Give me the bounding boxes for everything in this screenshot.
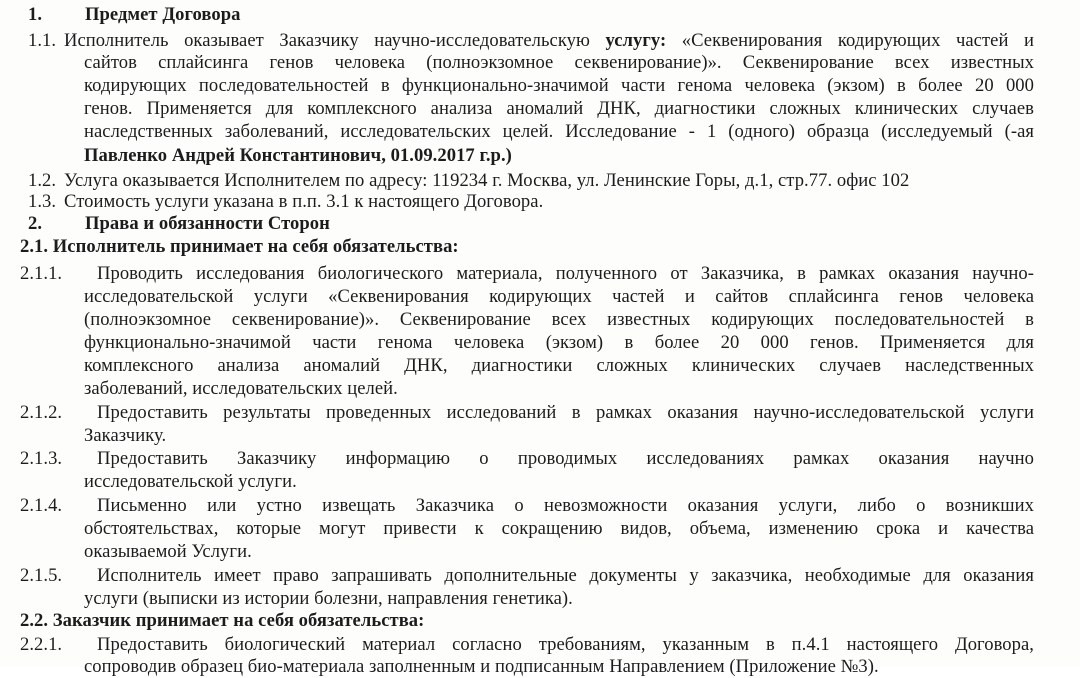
section-1-title: Предмет Договора (85, 4, 241, 25)
clause-2-1-1-line-1: Проводить исследования биологического материала, полученного от Заказчика, в рамках оказания научно- (97, 263, 1034, 284)
patient-name: Павленко Андрей Константинович, 01.09.2017 г.р.) (84, 145, 512, 166)
clause-2-1-1-line-6: заболеваний, исследовательских целей. (84, 378, 398, 399)
clause-2-1-1-line-3: (полноэкзомное секвенирование)». Секвенирование всех известных кодирующих последовательностей в (84, 309, 1034, 330)
clause-2-1-3-line-2: исследовательской услуги. (84, 471, 297, 492)
clause-1-1-line-4: генов. Применяется для комплексного анализа аномалий ДНК, диагностики сложных клинических случаев (84, 98, 1034, 119)
clause-2-1-1-line-4: функционально-значимой части генома человека (экзом) в более 20 000 генов. Применяется для (84, 332, 1034, 353)
clause-2-1-5-number: 2.1.5. (20, 565, 63, 586)
clause-1-1-text-c: «Секвенирования кодирующих частей и (681, 30, 1034, 51)
clause-2-1-3-number: 2.1.3. (20, 448, 63, 469)
clause-2-1-4-line-2: обстоятельствах, которые могут привести к сокращению видов, объема, изменению срока и качества (84, 518, 1034, 539)
clause-1-1-line-2: сайтов сплайсинга генов человека (полноэкзомное секвенирование)». Секвенирование всех известных (84, 52, 1034, 73)
clause-1-3-number: 1.3. (28, 191, 57, 212)
clause-2-1-2-line-1: Предоставить результаты проведенных исследований в рамках оказания научно-исследовательской услуги (97, 402, 1034, 423)
section-1-number: 1. (28, 4, 43, 25)
clause-1-1-line-5: наследственных заболеваний, исследовательских целей. Исследование - 1 (одного) образца (исследуемый (-ая (84, 121, 1034, 142)
clause-2-1-2-line-2: Заказчику. (84, 425, 167, 446)
subsection-2-1-title: 2.1. Исполнитель принимает на себя обязательства: (20, 236, 459, 257)
clause-1-2-text: Услуга оказывается Исполнителем по адресу: 119234 г. Москва, ул. Ленинские Горы, д.1, стр.77. офис 102 (64, 170, 910, 191)
clause-2-2-1-line-1: Предоставить биологический материал согласно требованиям, указанным в п.4.1 настоящего Договора, (97, 634, 1034, 655)
clause-1-1-number: 1.1. (28, 30, 57, 51)
clause-2-1-1-line-5: комплексного анализа аномалий ДНК, диагностики сложных клинических случаев наследственных (84, 355, 1034, 376)
section-2-title: Права и обязанности Сторон (85, 213, 330, 234)
clause-1-1-line-1 (64, 30, 1034, 52)
clause-2-1-2-number: 2.1.2. (20, 402, 63, 423)
clause-2-1-4-line-3: оказываемой Услуги. (84, 541, 252, 562)
subsection-2-2-title: 2.2. Заказчик принимает на себя обязательства: (20, 610, 425, 631)
clause-1-3-text: Стоимость услуги указана в п.п. 3.1 к настоящего Договора. (64, 191, 544, 212)
clause-2-1-1-number: 2.1.1. (20, 263, 63, 284)
clause-1-2-number: 1.2. (28, 170, 57, 191)
clause-2-1-1-line-2: исследовательской услуги «Секвенирования кодирующих частей и сайтов сплайсинга генов человека (84, 286, 1034, 307)
clause-2-2-1-number: 2.2.1. (20, 634, 63, 655)
clause-1-1-line-3: кодирующих последовательностей в функционально-значимой части генома человека (экзом) в более 20 000 (84, 75, 1034, 96)
clause-2-1-3-line-1: Предоставить Заказчику информацию о проводимых исследованиях рамках оказания научно (97, 448, 1034, 469)
clause-2-1-5-line-2: услуги (выписки из истории болезни, направления генетика). (84, 588, 573, 609)
clause-2-1-4-line-1: Письменно или устно извещать Заказчика о невозможности оказания услуги, либо о возникших (97, 495, 1034, 516)
clause-1-1-service-word: услугу: (605, 30, 667, 51)
clause-1-1-text-a: Исполнитель оказывает Заказчику научно-исследовательскую (64, 30, 590, 51)
clause-2-1-4-number: 2.1.4. (20, 495, 63, 516)
clause-2-1-5-line-1: Исполнитель имеет право запрашивать дополнительные документы у заказчика, необходимые для оказания (97, 565, 1034, 586)
section-2-number: 2. (28, 213, 43, 234)
clause-2-2-1-line-2: сопроводив образец био-материала заполненным и подписанным Направлением (Приложение №3). (84, 656, 879, 677)
